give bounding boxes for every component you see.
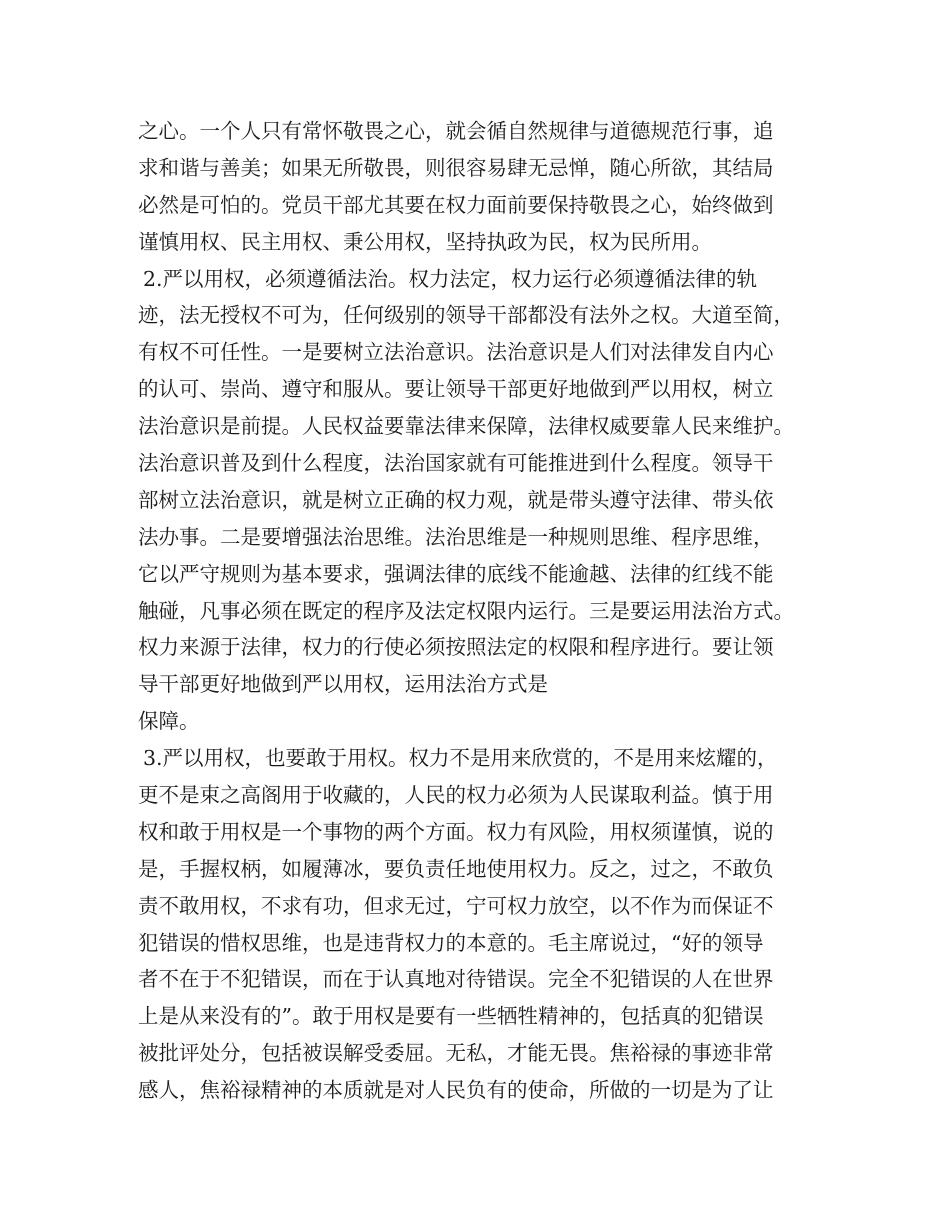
text-line: 之心。一个人只有常怀敬畏之心，就会循自然规律与道德规范行事，追 xyxy=(138,119,774,143)
text-line: 更不是束之高阁用于收藏的，人民的权力必须为人民谋取利益。慎于用 xyxy=(138,783,774,808)
paragraph-2-start: 2.严以用权，必须遵循法治。权力法定，权力运行必须遵循法律的轨 xyxy=(143,266,758,291)
text-line: 法治意识普及到什么程度，法治国家就有可能推进到什么程度。领导干 xyxy=(138,451,774,476)
text-line: 导干部更好地做到严以用权，运用法治方式是 xyxy=(138,672,548,697)
text-line: 被批评处分，包括被误解受委屈。无私，才能无畏。焦裕禄的事迹非常 xyxy=(138,1041,774,1066)
text-line: 它以严守规则为基本要求，强调法律的底线不能逾越、法律的红线不能 xyxy=(138,561,774,586)
text-line: 必然是可怕的。党员干部尤其要在权力面前要保持敬畏之心，始终做到 xyxy=(138,192,774,217)
text-line: 谨慎用权、民主用权、秉公用权，坚持执政为民，权为民所用。 xyxy=(138,229,712,254)
text-line: 有权不可任性。一是要树立法治意识。法治意识是人们对法律发自内心 xyxy=(138,340,774,365)
text-line: 是，手握权柄，如履薄冰，要负责任地使用权力。反之，过之，不敢负 xyxy=(138,856,774,881)
text-line: 上是从来没有的”。敢于用权是要有一些牺牲精神的，包括真的犯错误 xyxy=(138,1004,764,1029)
text-line: 迹，法无授权不可为，任何级别的领导干部都没有法外之权。大道至简， xyxy=(138,303,794,328)
paragraph-3-start: 3.严以用权，也要敢于用权。权力不是用来欣赏的，不是用来炫耀的， xyxy=(143,746,778,771)
text-line: 保障。 xyxy=(138,709,200,734)
text-line: 犯错误的惜权思维，也是违背权力的本意的。毛主席说过，“好的领导 xyxy=(138,930,764,955)
text-line: 触碰，凡事必须在既定的程序及法定权限内运行。三是要运用法治方式。 xyxy=(138,598,794,623)
text-line: 权和敢于用权是一个事物的两个方面。权力有风险，用权须谨慎，说的 xyxy=(138,819,774,844)
text-line: 部树立法治意识，就是树立正确的权力观，就是带头遵守法律、带头依 xyxy=(138,487,774,512)
text-line: 法治意识是前提。人民权益要靠法律来保障，法律权威要靠人民来维护。 xyxy=(138,414,794,439)
text-line: 权力来源于法律，权力的行使必须按照法定的权限和程序进行。要让领 xyxy=(138,635,774,660)
text-line: 者不在于不犯错误，而在于认真地对待错误。完全不犯错误的人在世界 xyxy=(138,967,774,992)
body-text xyxy=(138,113,838,1109)
text-line: 法办事。二是要增强法治思维。法治思维是一种规则思维、程序思维， xyxy=(138,524,774,549)
text-line: 责不敢用权，不求有功，但求无过，宁可权力放空，以不作为而保证不 xyxy=(138,893,774,918)
text-line: 感人，焦裕禄精神的本质就是对人民负有的使命，所做的一切是为了让 xyxy=(138,1078,774,1103)
text-line: 的认可、崇尚、遵守和服从。要让领导干部更好地做到严以用权，树立 xyxy=(138,377,774,402)
text-line: 求和谐与善美；如果无所敬畏，则很容易肆无忌惮，随心所欲，其结局 xyxy=(138,155,774,180)
